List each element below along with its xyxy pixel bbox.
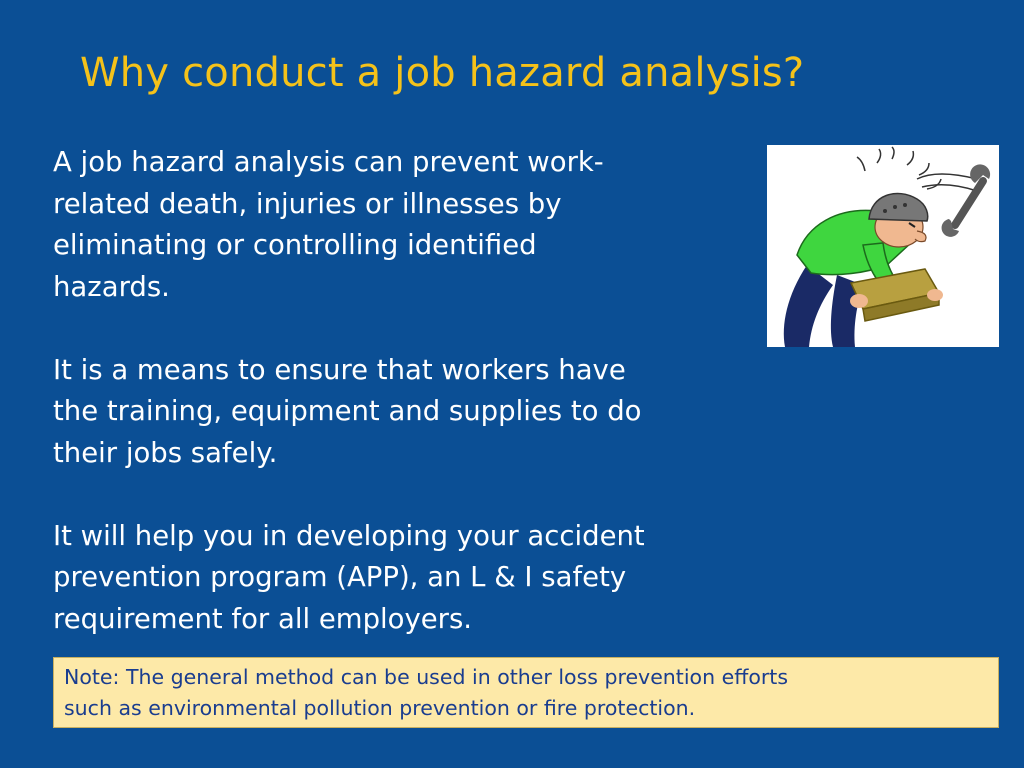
paragraph-app bbox=[53, 516, 813, 641]
text-line: requirement for all employers. bbox=[53, 602, 473, 635]
text-line: eliminating or controlling identified bbox=[53, 229, 537, 261]
text-line: A job hazard analysis can prevent work- bbox=[53, 146, 604, 178]
text-line: It will help you in developing your accident bbox=[53, 519, 645, 552]
motion-lines-icon bbox=[857, 147, 977, 191]
paragraph-training bbox=[53, 350, 813, 475]
text-line: their jobs safely. bbox=[53, 436, 278, 469]
paragraph-prevention bbox=[53, 142, 813, 308]
slide-body bbox=[53, 142, 813, 640]
text-line: hazards. bbox=[53, 270, 170, 303]
text-line: It is a means to ensure that workers have bbox=[53, 353, 626, 386]
note-line: such as environmental pollution prevention or fire protection. bbox=[64, 696, 696, 720]
text-line: prevention program (APP), an L & I safety bbox=[53, 561, 627, 593]
slide-title: Why conduct a job hazard analysis? bbox=[80, 50, 805, 96]
worker-hit-by-wrench-icon bbox=[767, 145, 999, 347]
wrench-icon bbox=[942, 164, 991, 236]
text-line: the training, equipment and supplies to do bbox=[53, 395, 642, 427]
note-box bbox=[53, 657, 999, 728]
text-line: related death, injuries or illnesses by bbox=[53, 187, 562, 220]
note-line: Note: The general method can be used in other loss prevention efforts bbox=[64, 665, 789, 689]
